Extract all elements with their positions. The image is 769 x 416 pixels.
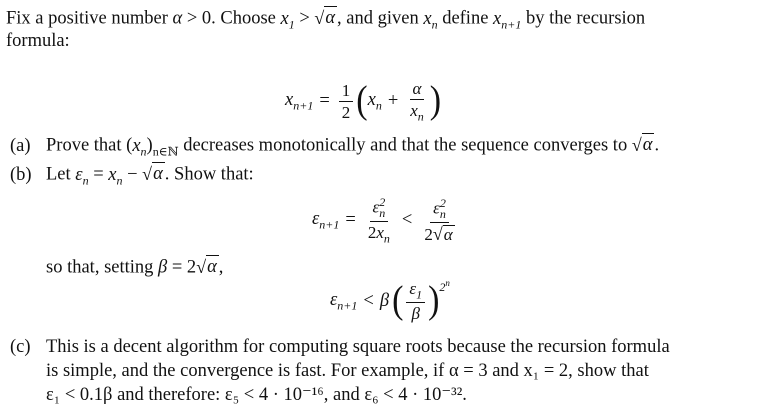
xn1-symbol: $x_{n+1}$ (493, 8, 522, 32)
intro-text-e: by the recursion (521, 8, 646, 29)
recursion-formula: $x_{n+1}$ = $\frac{1}{2}$ ( $x_n$ + $\frac{\alpha}{x_n}$ ) (285, 79, 442, 124)
part-c-label: (c) (10, 337, 31, 357)
alpha-symbol: α (172, 8, 183, 29)
xn-symbol: $x_n$ (423, 8, 438, 32)
intro-line-2: formula: (6, 31, 70, 51)
sqrt-alpha: √ α (314, 7, 336, 28)
intro-text-b: > 0. Choose (182, 8, 281, 29)
half-fraction: $\frac{1}{2}$ (339, 82, 354, 121)
so-that-line: so that, setting β = 2 √ α , (46, 256, 224, 278)
part-a: (a) Prove that $(x_n)_{n\in ℕ}$ decreases monotonically and that the sequence converges to √ α . (10, 134, 660, 159)
part-b: (b) Let $\varepsilon_n = x_n$ − √ α . Show that: (10, 163, 254, 188)
part-c-line-3: ε₁ < 0.1β and therefore: ε₅ < 4 · 10⁻¹⁶, and ε₆ < 4 · 10⁻³². (46, 385, 467, 405)
part-b-label: (b) (10, 164, 32, 185)
part-a-label: (a) (10, 135, 31, 156)
part-c-line-1: (c) This is a decent algorithm for computing square roots because the recursion formula (10, 337, 670, 357)
intro-text-d: define (437, 8, 494, 29)
intro-text-a: Fix a positive number (6, 8, 173, 29)
eps-inequality-1: $\varepsilon_{n+1}$ = $\frac{\varepsilon^2_n}{2x_n}$ < $\varepsilon^2_n$ 2 √ α (312, 195, 453, 246)
intro-line-1: Fix a positive number α > 0. Choose $x_1$ > √ α , and given $x_n$ define $x_{n+1}$ by the recursion (6, 7, 646, 32)
x1-symbol: $x_1$ (280, 8, 295, 32)
intro-text-c: , and given (337, 8, 424, 29)
part-c-line-2: is simple, and the convergence is fast. For example, if α = 3 and x₁ = 2, show that (46, 361, 649, 381)
eps-inequality-2: $\varepsilon_{n+1}$ < β ( $\frac{\varepsilon_1}{\beta}$ ) $^{2^n}$ (330, 278, 450, 324)
alpha-over-xn: $\frac{\alpha}{x_n}$ (410, 79, 424, 124)
